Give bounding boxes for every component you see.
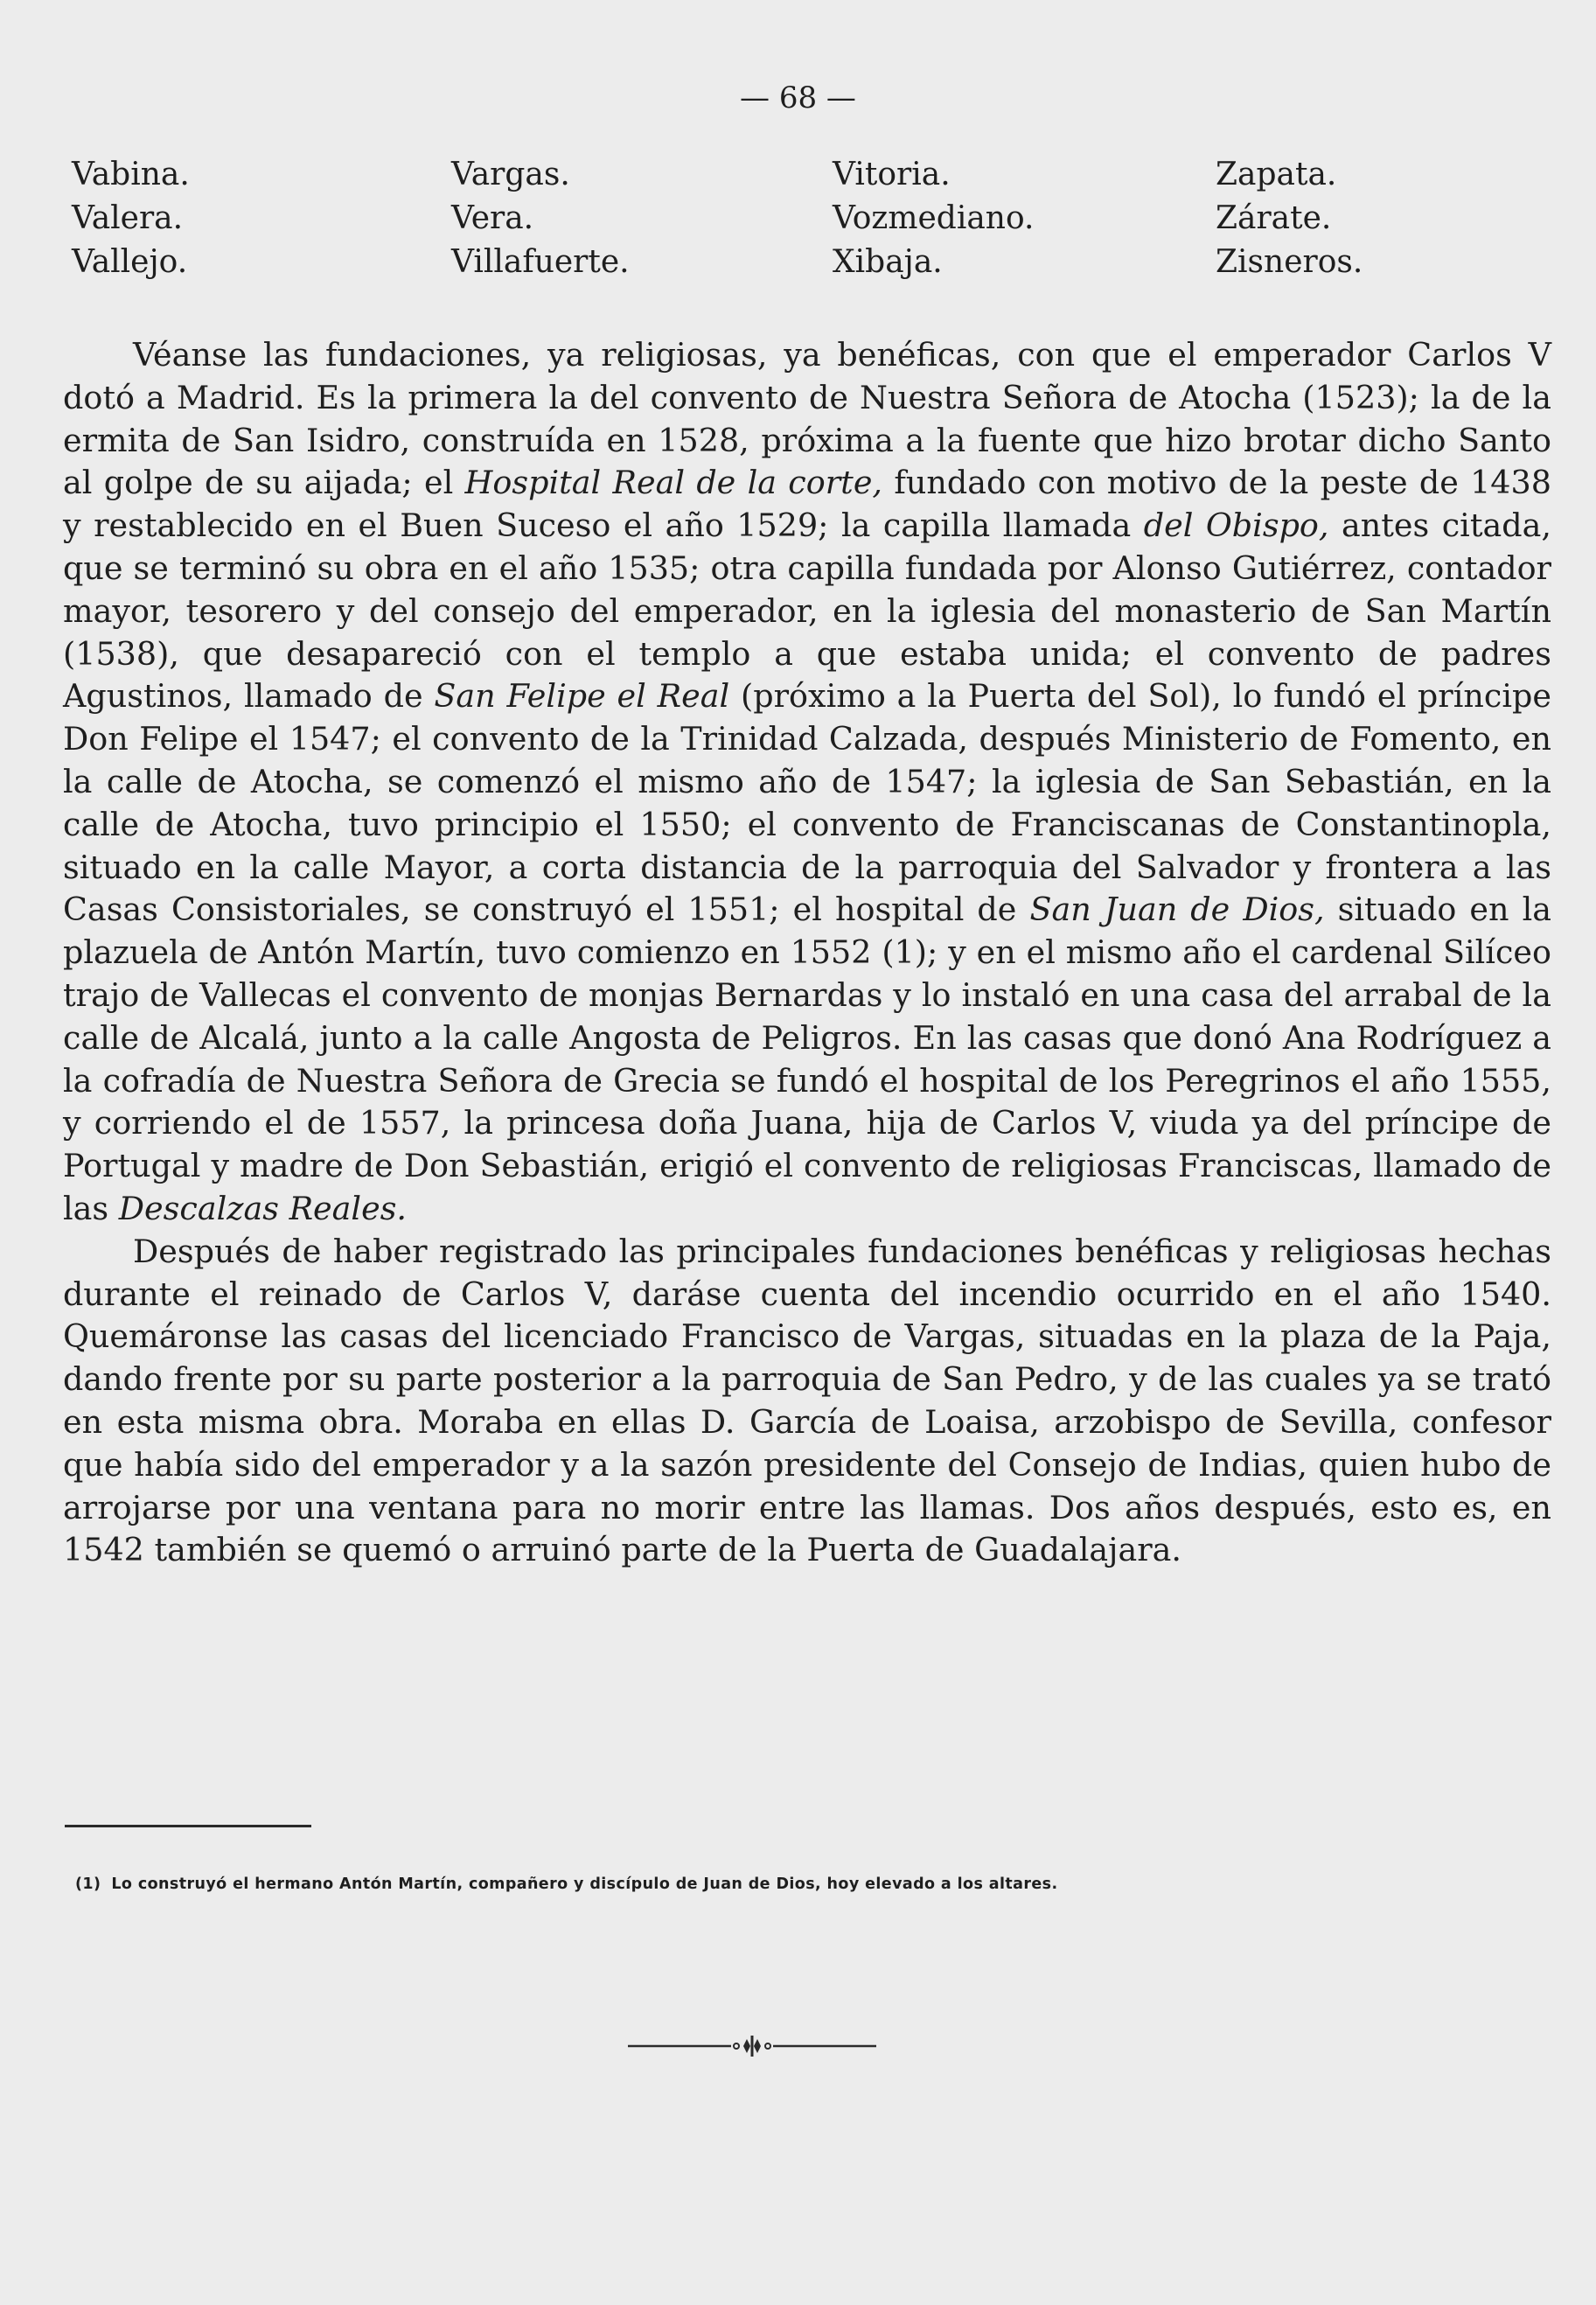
page-number: — 68 — (740, 80, 856, 115)
text-run: antes citada, que se terminó su obra en el año 1535; otra capilla fundada por Alonso Gutiérrez, contador mayor, tesorero y del consejo del emperador, en la iglesia del monasterio de San Martín (1538), que desapareció con el templo a que estaba unida; el convento de padres Agustinos, llamado de (63, 506, 1551, 716)
italic-title: San Juan de Dios, (1029, 891, 1325, 929)
surname: Vitoria. (833, 157, 951, 192)
text-run: (próximo a la Puerta del Sol), lo fundó el príncipe Don Felipe el 1547; el convento de la Trinidad Calzada, después Ministerio de Fomento, en la calle de Atocha, se comenzó el mismo año de 1547; la iglesia de San Sebastián, en la calle de Atocha, tuvo principio el 1550; el convento de Franciscanas de Constantinopla, situado en la calle Mayor, a corta distancia de la parroquia del Salvador y frontera a las Casas Consistoriales, se construyó el 1551; el hospital de (63, 677, 1551, 929)
italic-title: del Obispo, (1143, 506, 1329, 545)
surname: Vozmediano. (833, 200, 1035, 236)
surname: Zisneros. (1216, 244, 1363, 280)
surname: Vargas. (451, 157, 570, 192)
text-run: Véanse las fundaciones, ya religiosas, ya benéficas, con que el emperador Carlos V dotó a Madrid. Es la primera la del convento de Nuestra Señora de Atocha (1523); la de la ermita de San Isidro, construída en 1528, próxima a la fuente que hizo brotar dicho Santo al golpe de su aijada; el (63, 336, 1551, 502)
surname: Vera. (451, 200, 534, 236)
surname: Vallejo. (72, 244, 188, 280)
surname: Valera. (72, 200, 184, 236)
surname: Vabina. (72, 157, 190, 192)
footnote-marker: (1) (75, 1875, 101, 1893)
text-run: fundado con motivo de la peste de 1438 y restablecido en el Buen Suceso el año 1529; la capilla llamada (63, 464, 1551, 545)
footnote (75, 1874, 1562, 1895)
footnote-rule (65, 1825, 311, 1827)
italic-title: Hospital Real de la corte, (464, 464, 883, 502)
surname: Xibaja. (833, 244, 943, 280)
footnote-text: Lo construyó el hermano Antón Martín, compañero y discípulo de Juan de Dios, hoy elevado a los altares. (111, 1875, 1058, 1893)
surname: Zapata. (1216, 157, 1337, 192)
body-text (63, 334, 1551, 1572)
surname-list (72, 154, 1558, 294)
paragraph-foundations (63, 334, 1551, 1231)
surname: Zárate. (1216, 200, 1332, 236)
italic-title: San Felipe el Real (434, 677, 730, 716)
text-run: situado en la plazuela de Antón Martín, tuvo comienzo en 1552 (1); y en el mismo año el cardenal Silíceo trajo de Vallecas el convento de monjas Bernardas y lo instaló en una casa del arrabal de la calle de Alcalá, junto a la calle Angosta de Peligros. En las casas que donó Ana Rodríguez a la cofradía de Nuestra Señora de Grecia se fundó el hospital de los Peregrinos el año 1555, y corriendo el de 1557, la princesa doña Juana, hija de Carlos V, viuda ya del príncipe de Portugal y madre de Don Sebastián, erigió el convento de religiosas Franciscas, llamado de las (63, 891, 1552, 1227)
italic-title: Descalzas Reales. (118, 1189, 408, 1227)
end-ornament-icon (628, 2029, 876, 2064)
paragraph-fire: Después de haber registrado las principales fundaciones benéficas y religiosas hechas durante el reinado de Carlos V, daráse cuenta del incendio ocurrido en el año 1540. Quemáronse las casas del licenciado Francisco de Vargas, situadas en la plaza de la Paja, dando frente por su parte posterior a la parroquia de San Pedro, y de las cuales ya se trató en esta misma obra. Moraba en ellas D. García de Loaisa, arzobispo de Sevilla, confesor que había sido del emperador y a la sazón presidente del Consejo de Indias, quien hubo de arrojarse por una ventana para no morir entre las llamas. Dos años después, esto es, en 1542 también se quemó o arruinó parte de la Puerta de Guadalajara. (63, 1232, 1551, 1569)
surname: Villafuerte. (451, 244, 630, 280)
